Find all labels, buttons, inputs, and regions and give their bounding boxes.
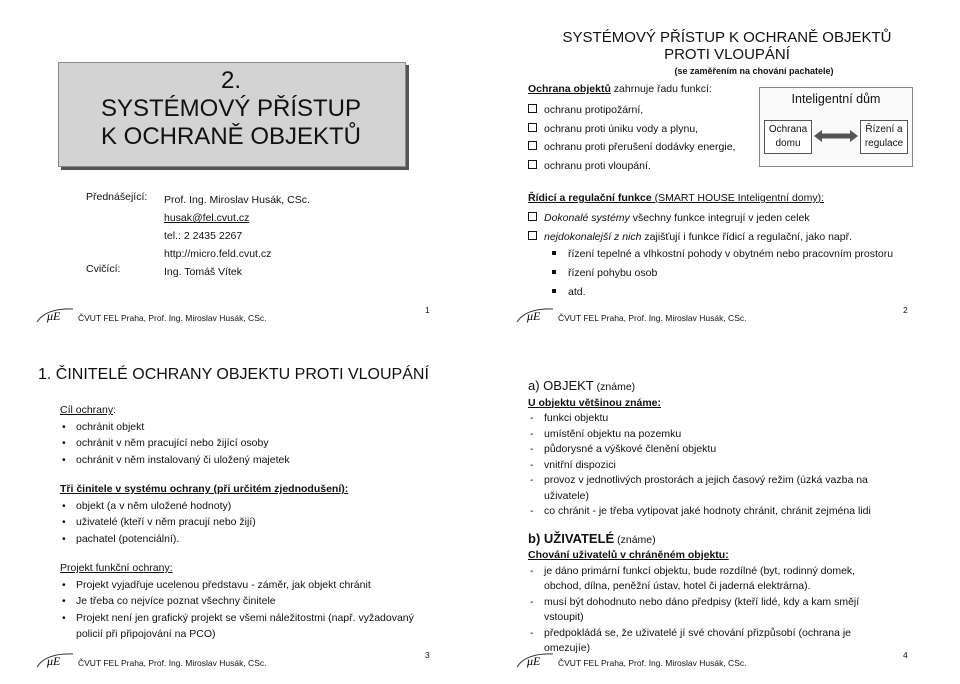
footer-text: ČVUT FEL Praha, Prof. Ing. Miroslav Husák, CSc. — [558, 658, 747, 668]
goal-list — [60, 419, 460, 469]
object-list — [528, 411, 932, 520]
intro-rest: zahrnuje řadu funkcí: — [610, 83, 712, 95]
list-item: Dokonalé systémy všechny funkce integrují v jeden celek — [528, 209, 948, 228]
svg-text:μE: μE — [47, 654, 61, 668]
footer-text: ČVUT FEL Praha, Prof. Ing. Miroslav Husák, CSc. — [558, 313, 747, 323]
home-protection-box: Ochrana domu — [764, 120, 812, 154]
svg-text:μE: μE — [47, 309, 61, 323]
list-item: • Projekt není jen grafický projekt se všemi náležitostmi (např. vyžadovaný policií při připojování na PCO) — [60, 610, 416, 643]
list-item: - funkci objektu — [528, 411, 932, 427]
list-item: • Je třeba co nejvíce poznat všechny činitele — [60, 593, 460, 610]
list-item: ochranu proti úniku vody a plynu, — [528, 120, 735, 139]
lecturer-name: Prof. Ing. Miroslav Husák, CSc. — [164, 194, 310, 206]
diagram-title: Inteligentní dům — [791, 92, 881, 106]
lecturer-email[interactable]: husak@fel.cvut.cz — [164, 212, 250, 224]
page-number: 3 — [425, 650, 430, 660]
content: Cíl ochrany: • ochránit objekt • ochránit v něm pracující nebo žijící osoby • ochránit v něm instalovaný či uložený majetek Tři činitele v systému ochrany (při určitém zjednodušení): • objekt (a v něm uložené hodnoty) • uživatelé (kteří v něm pracují nebo žijí) • pachatel (potenciální). Projekt funkční ochrany: • Projekt vyjadřuje ucelenou představu - záměr, jak objekt chránit • Je třeba co nejvíce poznat všechny činitele • Projekt není jen grafický projekt se všemi náležitostmi (např. vyžadovaný policií při připojování na PCO) — [60, 402, 460, 643]
cvut-logo-icon — [516, 306, 554, 324]
section-a-heading: U objektu většinou známe: — [528, 396, 662, 409]
footer-text: ČVUT FEL Praha, Prof. Ing. Miroslav Husák, CSc. — [78, 658, 267, 668]
cvut-logo-icon — [36, 306, 74, 324]
list-item: ochranu protipožární, — [528, 101, 735, 120]
lecturer-web[interactable]: http://micro.feld.cvut.cz — [164, 248, 272, 260]
page-number: 4 — [903, 650, 908, 660]
list-item: • Projekt vyjadřuje ucelenou představu - záměr, jak objekt chránit — [60, 577, 460, 594]
svg-text:μE: μE — [527, 654, 541, 668]
list-item: - je dáno primární funkcí objektu, bude rozdílné (byt, rodinný domek, obchod, dílna, peněžní ústav, hotel či jaderná elektrárna). — [528, 564, 874, 595]
exercises-name: Ing. Tomáš Vítek — [164, 266, 243, 278]
slide-3 — [14, 350, 480, 678]
slide-footer — [14, 650, 480, 674]
title-line-2: K OCHRANĚ OBJEKTŮ — [100, 123, 362, 150]
section-b-heading: Chování uživatelů v chráněném objektu: — [528, 549, 729, 561]
title-line-2: PROTI VLOUPÁNÍ — [664, 46, 790, 63]
intro-line — [528, 83, 712, 95]
list-item: - vnitřní dispozici — [528, 458, 932, 474]
functions-line: Řídicí a regulační funkce (SMART HOUSE Inteligentní domy): — [528, 192, 825, 204]
page-number: 2 — [903, 305, 908, 315]
exercises-label: Cvičící: — [86, 263, 121, 275]
list-item: - co chránit - je třeba vytipovat jaké hodnoty chránit, chránit zejména lidi — [528, 504, 932, 520]
list-item: • pachatel (potenciální). — [60, 531, 460, 548]
slide-footer — [494, 650, 960, 674]
protection-list — [528, 101, 735, 175]
section-a-title: a) OBJEKT — [528, 378, 594, 393]
title-number: 2. — [220, 67, 241, 94]
content: a) OBJEKT (známe) U objektu většinou známe: - funkci objektu - umístění objektu na pozemku - půdorysné a výškové členění objektu - vnitřní dispozici - provoz v jednotlivých prostorách a jejich časový režim (úzká vazba na uživatele) - co chránit - je třeba vytipovat jaké hodnoty chránit, chránit zejména lidi b) UŽIVATELÉ (známe) Chování uživatelů v chráněném objektu: - je dáno primární funkcí objektu, bude rozdílné (byt, rodinný domek, obchod, dílna, peněžní ústav, hotel či jaderná elektrárna). - musí být dohodnuto nebo dáno předpisy (kteří lidé, kdy a kam smějí vstoupit) - předpokládá se, že uživatelé jí své chování přizpůsobí (ochrana je omezujíe) — [528, 378, 932, 657]
title-line-1: SYSTÉMOVÝ PŘÍSTUP K OCHRANĚ OBJEKTŮ — [562, 29, 892, 46]
factors-heading: Tři činitele v systému ochrany (při určitém zjednodušení): — [60, 483, 349, 495]
smart-house-diagram — [759, 87, 913, 167]
slide-title — [494, 29, 960, 63]
list-item: - umístění objektu na pozemku — [528, 427, 932, 443]
list-item: ochranu proti vloupání. — [528, 157, 735, 176]
list-item: • ochránit objekt — [60, 419, 460, 436]
list-item: řízení tepelné a vlhkostní pohody v obytném nebo pracovním prostoru — [552, 245, 893, 264]
list-item: atd. — [552, 283, 893, 302]
list-item: ochranu proti přerušení dodávky energie, — [528, 138, 735, 157]
footer-text: ČVUT FEL Praha, Prof. Ing. Miroslav Husák, CSc. — [78, 313, 267, 323]
title-text — [58, 67, 404, 151]
list-item: řízení pohybu osob — [552, 264, 893, 283]
cvut-logo-icon — [36, 651, 74, 669]
section-b-title: b) UŽIVATELÉ — [528, 530, 615, 546]
cvut-logo-icon — [516, 651, 554, 669]
systems-list — [528, 209, 948, 246]
slide-footer — [14, 305, 480, 329]
lecturer-info — [164, 191, 310, 281]
examples-list — [552, 245, 893, 302]
intro-bold: Ochrana objektů — [528, 83, 611, 95]
svg-text:μE: μE — [527, 309, 541, 323]
list-item: - předpokládá se, že uživatelé jí své chování přizpůsobí (ochrana je omezujíe) — [528, 626, 864, 657]
slide-2 — [494, 5, 960, 333]
list-item: - půdorysné a výškové členění objektu — [528, 442, 932, 458]
lecturer-phone: tel.: 2 2435 2267 — [164, 230, 243, 242]
list-item: nejdokonalejší z nich zajišťují i funkce řídicí a regulační, jako např. — [528, 228, 948, 247]
list-item: • objekt (a v něm uložené hodnoty) — [60, 498, 460, 515]
slide-footer — [494, 305, 960, 329]
page-number: 1 — [425, 305, 430, 315]
list-item: - musí být dohodnuto nebo dáno předpisy (kteří lidé, kdy a kam smějí vstoupit) — [528, 595, 884, 626]
project-list — [60, 577, 460, 643]
project-heading: Projekt funkční ochrany: — [60, 562, 173, 574]
lecturers-label: Přednášející: — [86, 191, 148, 203]
double-arrow-icon — [814, 129, 858, 143]
title-line-1: SYSTÉMOVÝ PŘÍSTUP — [100, 95, 362, 122]
list-item: • ochránit v něm pracující nebo žijící osoby — [60, 435, 460, 452]
users-list — [528, 564, 932, 657]
control-regulation-box: Řízení a regulace — [860, 120, 908, 154]
list-item: • uživatelé (kteří v něm pracují nebo žijí) — [60, 514, 460, 531]
subtitle: (se zaměřením na chování pachatele) — [674, 66, 834, 76]
list-item: • ochránit v něm instalovaný či uložený majetek — [60, 452, 460, 469]
goal-heading: Cíl ochrany — [60, 404, 114, 416]
slide-4 — [494, 350, 960, 678]
slide-title: 1. ČINITELÉ OCHRANY OBJEKTU PROTI VLOUPÁNÍ — [38, 366, 429, 383]
list-item: - provoz v jednotlivých prostorách a jejich časový režim (úzká vazba na uživatele) — [528, 473, 884, 504]
factors-list — [60, 498, 460, 548]
slide-1 — [14, 5, 480, 333]
